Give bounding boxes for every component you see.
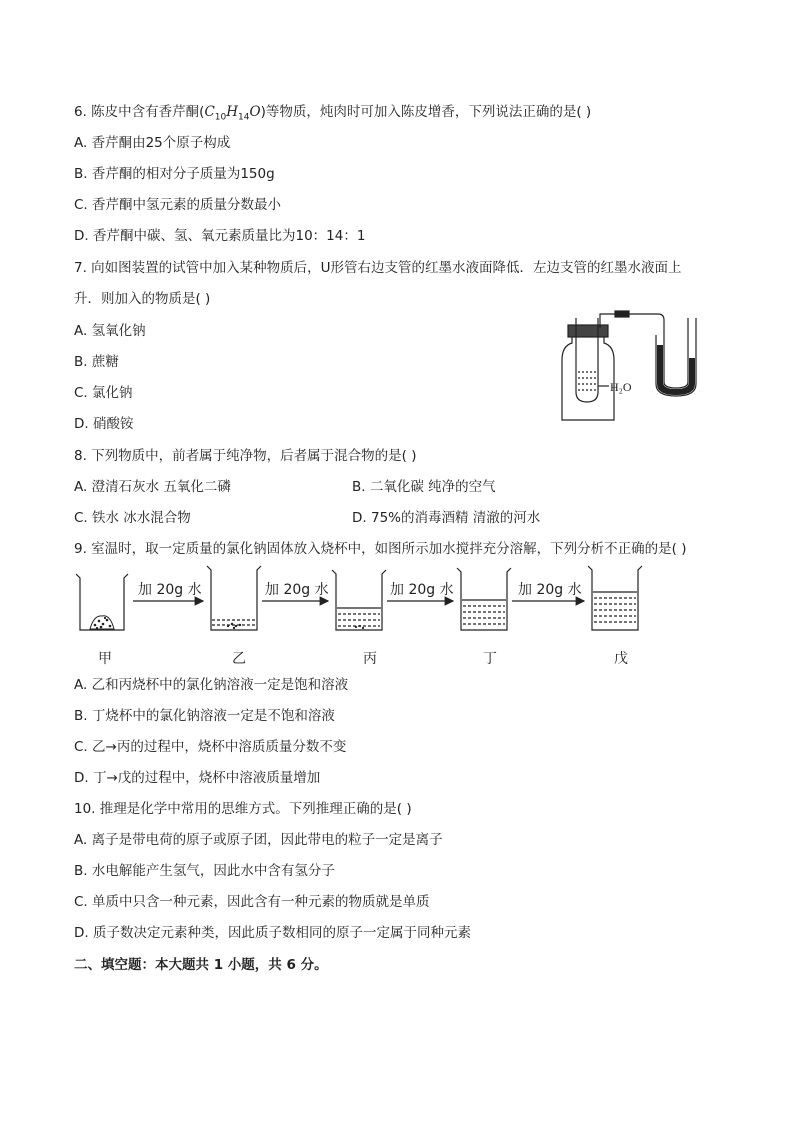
section-2-heading: 二、填空题：本大题共 1 小题，共 6 分。 [74,957,328,973]
rubber-joint [615,311,629,317]
q10-option-d: D. 质子数决定元素种类，因此质子数相同的原子一定属于同种元素 [74,925,471,941]
q9-option-c: C. 乙→丙的过程中，烧杯中溶质质量分数不变 [74,739,347,755]
q10-stem: 10. 推理是化学中常用的思维方式。下列推理正确的是( ) [74,801,412,817]
solid-piles [90,616,364,629]
q9-beaker-label-wu: 戊 [614,651,628,667]
q10-option-b: B. 水电解能产生氢气，因此水中含有氢分子 [74,863,335,879]
beaker-jia [76,574,128,630]
q9-beaker-label-yi: 乙 [232,651,246,667]
q8-option-a: A. 澄清石灰水 五氧化二磷 [74,479,231,495]
q8-option-b: B. 二氧化碳 纯净的空气 [352,479,496,495]
q7-option-d: D. 硝酸铵 [74,416,134,432]
q9-arrow-label-4: 加 20g 水 [518,582,582,598]
connecting-tube [600,314,664,335]
beaker-bing [332,570,386,630]
u-tube-ink [657,345,695,395]
q7-option-a: A. 氢氧化钠 [74,323,146,339]
u-tube-outer [656,318,696,396]
q6-stem-pre: 6. 陈皮中含有香芹酮( [74,104,205,120]
bottle-outline [562,335,614,420]
stopper [568,325,608,337]
q6-stem [74,103,591,127]
q7-option-c: C. 氯化钠 [74,385,133,401]
q9-beaker-label-jia: 甲 [98,651,112,667]
q6-option-c: C. 香芹酮中氢元素的质量分数最小 [74,197,282,213]
q10-option-c: C. 单质中只含一种元素，因此含有一种元素的物质就是单质 [74,894,430,910]
q6-stem-post: )等物质，炖肉时可加入陈皮增香，下列说法正确的是( ) [260,104,592,120]
q6-option-b: B. 香芹酮的相对分子质量为150g [74,166,275,182]
q8-option-d: D. 75%的消毒酒精 清澈的河水 [352,510,541,526]
q7-stem-line1: 7. 向如图装置的试管中加入某种物质后，U形管右边支管的红墨水液面降低．左边支管的红墨水液面上 [74,260,682,276]
beaker-yi [207,566,261,630]
q9-stem: 9. 室温时，取一定质量的氯化钠固体放入烧杯中，如图所示加水搅拌充分溶解，下列分析不正确的是( ) [74,541,687,557]
q10-option-a: A. 离子是带电荷的原子或原子团，因此带电的粒子一定是离子 [74,832,443,848]
q9-option-a: A. 乙和丙烧杯中的氯化钠溶液一定是饱和溶液 [74,677,349,693]
beaker-ding [457,568,511,630]
q9-option-d: D. 丁→戊的过程中，烧杯中溶液质量增加 [74,770,321,786]
q9-beaker-label-ding: 丁 [483,651,497,667]
q9-beaker-label-bing: 丙 [363,651,377,667]
q6-option-d: D. 香芹酮中碳、氢、氧元素质量比为10：14：1 [74,228,366,244]
u-tube-inner [664,318,688,388]
q9-arrow-label-3: 加 20g 水 [390,582,454,598]
q7-option-b: B. 蔗糖 [74,354,119,370]
q8-option-c: C. 铁水 冰水混合物 [74,510,191,526]
h2o-label: H₂O [610,380,632,394]
q9-arrow-label-1: 加 20g 水 [138,582,202,598]
q6-option-a: A. 香芹酮由25个原子构成 [74,135,231,151]
q8-stem: 8. 下列物质中，前者属于纯净物，后者属于混合物的是( ) [74,448,417,464]
beaker-wu [588,566,642,630]
q9-arrow-label-2: 加 20g 水 [265,582,329,598]
q6-formula: $C_{10}H_{14}O$ [204,104,261,123]
q7-stem-line2: 升．则加入的物质是( ) [74,291,211,307]
test-tube [576,318,598,402]
q9-option-b: B. 丁烧杯中的氯化钠溶液一定是不饱和溶液 [74,708,335,724]
